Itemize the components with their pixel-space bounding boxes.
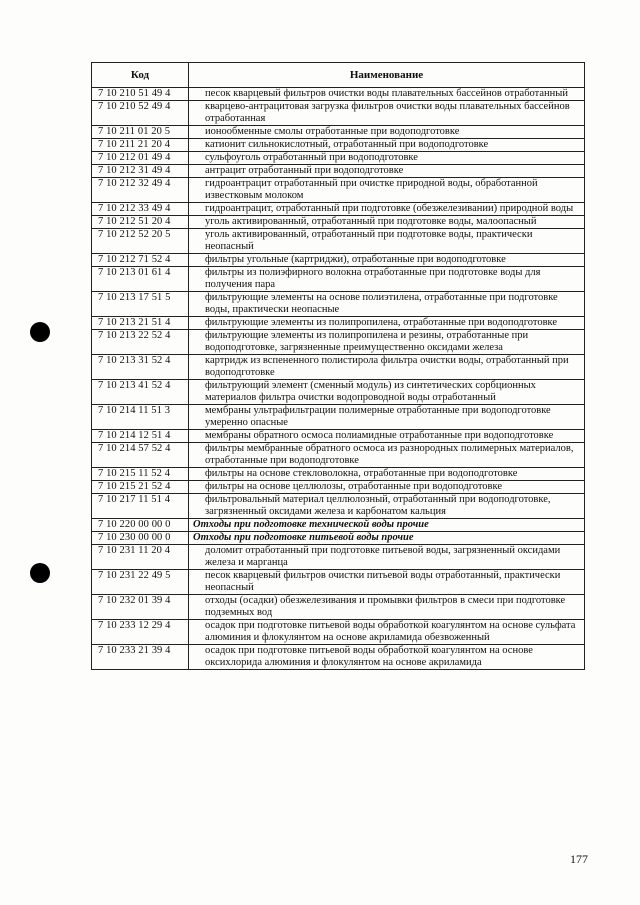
waste-name: песок кварцевый фильтров очистки воды плавательных бассейнов отработанный <box>189 88 585 101</box>
waste-code: 7 10 212 32 49 4 <box>92 178 189 203</box>
waste-code: 7 10 213 31 52 4 <box>92 355 189 380</box>
table-row <box>92 152 585 165</box>
waste-name: уголь активированный, отработанный при подготовке воды, практически неопасный <box>189 229 585 254</box>
waste-code: 7 10 212 51 20 4 <box>92 216 189 229</box>
table-row <box>92 443 585 468</box>
waste-code: 7 10 212 31 49 4 <box>92 165 189 178</box>
waste-name: катионит сильнокислотный, отработанный при водоподготовке <box>189 139 585 152</box>
table-row <box>92 595 585 620</box>
waste-name: осадок при подготовке питьевой воды обработкой коагулянтом на основе оксихлорида алюминия и флокулянтом на основе акриламида <box>189 645 585 670</box>
table-row <box>92 254 585 267</box>
waste-code: 7 10 217 11 51 4 <box>92 494 189 519</box>
waste-code: 7 10 212 52 20 5 <box>92 229 189 254</box>
waste-name: фильтрующие элементы на основе полиэтилена, отработанные при подготовке воды, практически неопасные <box>189 292 585 317</box>
waste-code: 7 10 233 12 29 4 <box>92 620 189 645</box>
waste-code: 7 10 210 52 49 4 <box>92 101 189 126</box>
table-row <box>92 267 585 292</box>
waste-classifier-table <box>91 62 585 670</box>
table-row <box>92 405 585 430</box>
waste-code: 7 10 213 17 51 5 <box>92 292 189 317</box>
waste-code: 7 10 210 51 49 4 <box>92 88 189 101</box>
waste-name: гидроантрацит, отработанный при подготовке (обезжелезивании) природной воды <box>189 203 585 216</box>
waste-name: осадок при подготовке питьевой воды обработкой коагулянтом на основе сульфата алюминия и флокулянтом на основе акриламида обезвоженный <box>189 620 585 645</box>
table-row <box>92 229 585 254</box>
waste-name: гидроантрацит отработанный при очистке природной воды, обработанной известковым молоком <box>189 178 585 203</box>
waste-name: фильтрующий элемент (сменный модуль) из синтетических сорбционных материалов фильтра очистки водопроводной воды отработанный <box>189 380 585 405</box>
waste-code: 7 10 220 00 00 0 <box>92 519 189 532</box>
table-header-row <box>92 63 585 88</box>
table-row <box>92 101 585 126</box>
waste-code: 7 10 214 57 52 4 <box>92 443 189 468</box>
waste-code: 7 10 215 21 52 4 <box>92 481 189 494</box>
waste-code: 7 10 211 01 20 5 <box>92 126 189 139</box>
waste-name: фильтрующие элементы из полипропилена и резины, отработанные при водоподготовке, загрязненные преимущественно оксидами железа <box>189 330 585 355</box>
waste-code: 7 10 230 00 00 0 <box>92 532 189 545</box>
section-row <box>92 532 585 545</box>
waste-code: 7 10 213 01 61 4 <box>92 267 189 292</box>
waste-code: 7 10 231 22 49 5 <box>92 570 189 595</box>
waste-name: Отходы при подготовке технической воды прочие <box>189 519 585 532</box>
waste-name: фильтровальный материал целлюлозный, отработанный при водоподготовке, загрязненный оксидами железа и карбонатом кальция <box>189 494 585 519</box>
waste-code: 7 10 213 22 52 4 <box>92 330 189 355</box>
table-row <box>92 178 585 203</box>
table-row <box>92 317 585 330</box>
header-name: Наименование <box>189 63 585 88</box>
table-row <box>92 645 585 670</box>
waste-code: 7 10 213 21 51 4 <box>92 317 189 330</box>
waste-name: доломит отработанный при подготовке питьевой воды, загрязненный оксидами железа и марганца <box>189 545 585 570</box>
waste-name: уголь активированный, отработанный при подготовке воды, малоопасный <box>189 216 585 229</box>
waste-name: кварцево-антрацитовая загрузка фильтров очистки воды плавательных бассейнов отработанная <box>189 101 585 126</box>
waste-code: 7 10 231 11 20 4 <box>92 545 189 570</box>
table-row <box>92 126 585 139</box>
waste-name: сульфоуголь отработанный при водоподготовке <box>189 152 585 165</box>
header-code: Код <box>92 63 189 88</box>
waste-name: фильтры угольные (картриджи), отработанные при водоподготовке <box>189 254 585 267</box>
table-row <box>92 355 585 380</box>
table-row <box>92 380 585 405</box>
table-row <box>92 620 585 645</box>
table-row <box>92 216 585 229</box>
waste-name: Отходы при подготовке питьевой воды прочие <box>189 532 585 545</box>
waste-code: 7 10 214 12 51 4 <box>92 430 189 443</box>
waste-code: 7 10 233 21 39 4 <box>92 645 189 670</box>
waste-code: 7 10 214 11 51 3 <box>92 405 189 430</box>
waste-name: песок кварцевый фильтров очистки питьевой воды отработанный, практически неопасный <box>189 570 585 595</box>
table-row <box>92 88 585 101</box>
waste-code: 7 10 215 11 52 4 <box>92 468 189 481</box>
section-row <box>92 519 585 532</box>
waste-code: 7 10 212 33 49 4 <box>92 203 189 216</box>
punch-hole-bottom <box>30 563 50 583</box>
punch-hole-top <box>30 322 50 342</box>
waste-code: 7 10 212 01 49 4 <box>92 152 189 165</box>
waste-name: отходы (осадки) обезжелезивания и промывки фильтров в смеси при подготовке подземных вод <box>189 595 585 620</box>
waste-name: фильтры на основе целлюлозы, отработанные при водоподготовке <box>189 481 585 494</box>
table-row <box>92 430 585 443</box>
waste-name: фильтры на основе стекловолокна, отработанные при водоподготовке <box>189 468 585 481</box>
page-number: 177 <box>570 852 588 866</box>
table-row <box>92 139 585 152</box>
waste-code: 7 10 232 01 39 4 <box>92 595 189 620</box>
table-row <box>92 330 585 355</box>
waste-name: антрацит отработанный при водоподготовке <box>189 165 585 178</box>
table-row <box>92 292 585 317</box>
table-row <box>92 203 585 216</box>
table-row <box>92 468 585 481</box>
waste-name: мембраны ультрафильтрации полимерные отработанные при водоподготовке умеренно опасные <box>189 405 585 430</box>
waste-name: мембраны обратного осмоса полиамидные отработанные при водоподготовке <box>189 430 585 443</box>
table-row <box>92 481 585 494</box>
waste-code: 7 10 213 41 52 4 <box>92 380 189 405</box>
waste-name: фильтры мембранные обратного осмоса из разнородных полимерных материалов, отработанные при водоподготовке <box>189 443 585 468</box>
waste-name: картридж из вспененного полистирола фильтра очистки воды, отработанный при водоподготовке <box>189 355 585 380</box>
table-row <box>92 165 585 178</box>
waste-name: фильтры из полиэфирного волокна отработанные при подготовке воды для получения пара <box>189 267 585 292</box>
waste-name: ионообменные смолы отработанные при водоподготовке <box>189 126 585 139</box>
waste-name: фильтрующие элементы из полипропилена, отработанные при водоподготовке <box>189 317 585 330</box>
waste-code: 7 10 211 21 20 4 <box>92 139 189 152</box>
table-row <box>92 545 585 570</box>
table-row <box>92 494 585 519</box>
table-row <box>92 570 585 595</box>
waste-code: 7 10 212 71 52 4 <box>92 254 189 267</box>
